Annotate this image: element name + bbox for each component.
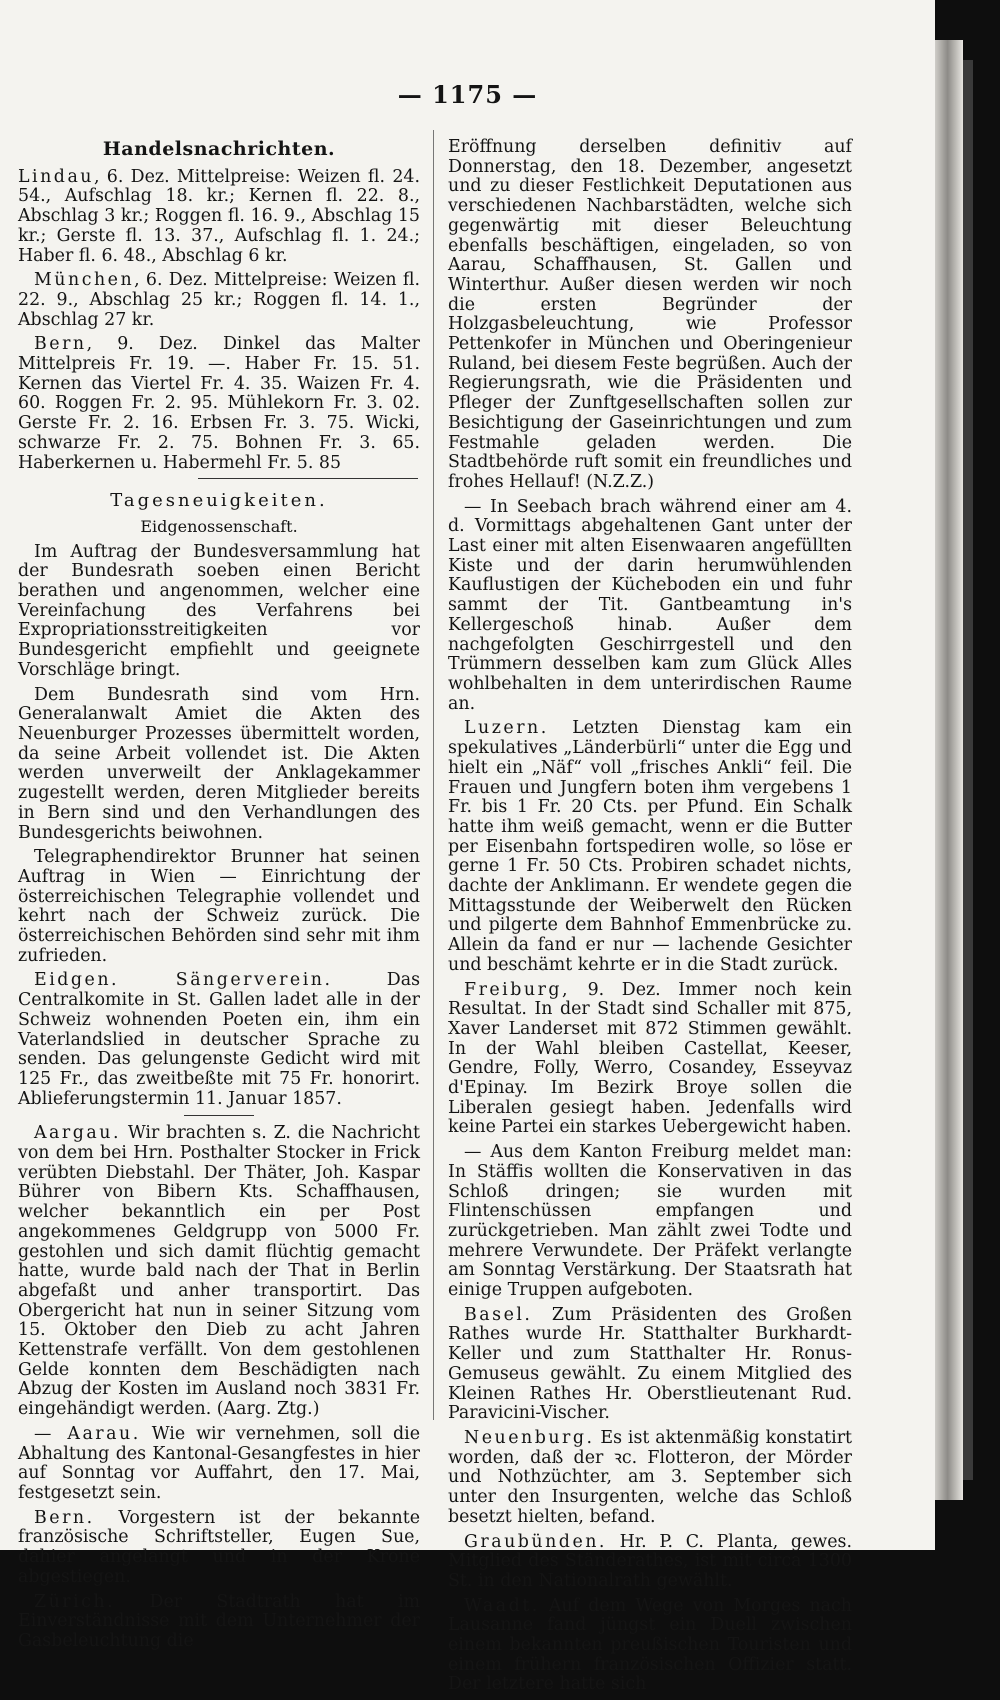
- article-paragraph: — In Seebach brach während einer am 4. d. Vormittags abgehaltenen Gant unter der Last einer mit alten Eisenwaaren angefüllten Kiste und der darin herumwühlenden Kauflustigen der Kücheboden ein und fuhr sammt der Tit. Gantbeamtung in's Kellergeschoß hinab. Außer dem nachgefolgten Geschirrgestell und den Trümmern desselben kam zum Glück Alles wohlbehalten in dem unterirdischen Raume an.: [448, 496, 852, 714]
- source-citation: (Aarg. Ztg.): [216, 1399, 320, 1420]
- article-paragraph: [18, 1593, 420, 1652]
- article-text: Das Centralkomite in St. Gallen ladet alle in der Schweiz wohnenden Poeten ein, ihm ein Vaterlandslied in deutscher Sprache zu senden. Das gelungenste Gedicht wird mit 125 Fr., das zweitbeßte mit 75 Fr. honorirt. Ablieferungstermin 11. Januar 1857.: [18, 970, 420, 1109]
- article-paragraph: [18, 971, 420, 1109]
- book-page-edge: [935, 40, 963, 1500]
- article-text: Zum Präsidenten des Großen Rathes wurde Hr. Statthalter Burkhardt-Keller und zum Statthalter Hr. Ronus-Gemuseus gewählt. Zu einem Mitglied des Kleinen Rathes Hr. Oberstlieutenant Rud. Paravicini-Vischer.: [448, 1304, 852, 1424]
- trade-text: , 6. Dez. Mittelpreise: Weizen fl. 24. 54., Aufschlag 18. kr.; Kernen fl. 22. 8., Abschlag 3 kr.; Roggen fl. 16. 9., Abschlag 15 kr.; Gerste fl. 13. 37., Aufschlag fl. 1. 24.; Haber fl. 6. 48., Abschlag 6 kr.: [18, 166, 420, 266]
- article-paragraph: Eröffnung derselben definitiv auf Donnerstag, den 18. Dezember, angesetzt und zu dieser Festlichkeit Deputationen aus verschiedenen Nachbarstädten, welche sich gegenwärtig mit dieser Beleuchtung ebenfalls beschäftigen, eingeladen, so von Aarau, Schaffhausen, St. Gallen und Winterthur. Außer diesen werden wir noch die ersten Begründer der Holzgasbeleuchtung, wie Professor Pettenkofer in München und Oberingenieur Ruland, bei diesem Feste begrüßen. Auch der Regierungsrath, wie die Präsidenten und Pfleger der Zunftgesellschaften sollen zur Besichtigung der Gaseinrichtungen und zum Festmahle geladen werden. Die Stadtbehörde ruft somit ein freundliches und frohes Hellauf! (N.Z.Z.): [448, 137, 852, 492]
- article-text: Wie wir vernehmen, soll die Abhaltung des Kantonal-Gesangfestes in hier auf Sonntag vor Auffahrt, den 17. Mai, festgesetzt sein.: [18, 1423, 420, 1503]
- page-number: — 1175 —: [397, 80, 538, 109]
- book-binding-shadow: [963, 60, 973, 1480]
- article-paragraph: Dem Bundesrath sind vom Hrn. Generalanwalt Amiet die Akten des Neuenburger Prozesses übermittelt worden, da seine Arbeit vollendet ist. Die Akten werden unverweilt der Anklagekammer zugestellt werden, deren Mitglieder bereits in Bern sind und den Verhandlungen des Bundesgerichts beiwohnen.: [18, 684, 420, 843]
- subheading-confederation: Eidgenossenschaft.: [140, 516, 298, 536]
- article-paragraph: — Aus dem Kanton Freiburg meldet man: In Stäffis wollten die Konservativen in das Schloß dringen; sie wurden mit Flintenschüssen empfangen und zurückgetrieben. Man zählt zwei Todte und mehrere Verwundete. Der Präfekt verlangte am Sonntag Verstärkung. Der Staatsrath hat einige Truppen aufgeboten.: [448, 1142, 852, 1301]
- place-name: Bern.: [34, 1507, 95, 1528]
- article-paragraph: [448, 981, 852, 1139]
- article-text: Letzten Dienstag kam ein spekulatives „Länderbürli“ unter die Egg und hielt ein „Näf“ voll „frisches Ankli“ feil. Die Frauen und Jungfern boten ihm vergebens 1 Fr. bis 1 Fr. 20 Cts. per Pfund. Ein Schalk hatte ihm weiß gemacht, wenn er die Butter per Eisenbahn fortspediren wolle, so löse er gerne 1 Fr. 50 Cts. Probiren schadet nichts, dachte der Anklimann. Er wendete gegen die Mittagsstunde der Weiberwelt den Rücken und pilgerte dem Bahnhof Emmenbrücke zu. Allein da fand er nur — lachende Gesichter und beschämt kehrte er in die Stadt zurück.: [448, 718, 852, 975]
- trade-text: , 6. Dez. Mittelpreise: Weizen fl. 22. 9., Abschlag 25 kr.; Roggen fl. 14. 1., Abschlag 27 kr.: [18, 270, 420, 330]
- place-name: Graubünden.: [464, 1531, 607, 1552]
- heading-daily-news: Tagesneuigkeiten.: [110, 490, 328, 512]
- place-name: Eidgen. Sängerverein.: [34, 970, 333, 991]
- article-text: Auf dem Wege von Morges nach Lausanne fand jüngst ein Duell zwischen einem bekannten preußischen Touristen und einem frühern französischen Offizier statt. Der letztere hatte sich: [448, 1595, 852, 1695]
- place-name: Aargau.: [34, 1123, 121, 1144]
- place-name: Basel.: [464, 1304, 533, 1325]
- left-column: [18, 138, 420, 1657]
- divider-rule: [184, 1115, 254, 1116]
- place-name: Neuenburg.: [464, 1428, 595, 1448]
- article-text: Hr. P. C. Planta, gewes. Mitglied des Ständerathes, ist mit circa 1300 St. in den Nationalrath gewählt.: [448, 1531, 852, 1591]
- article-paragraph: [448, 1429, 852, 1528]
- right-column: [448, 138, 852, 1700]
- heading-trade-news: Handelsnachrichten.: [102, 138, 336, 160]
- place-name: Zürich.: [34, 1591, 116, 1612]
- trade-entry-muenchen: [18, 271, 420, 330]
- article-text: Wir brachten s. Z. die Nachricht von dem bei Hrn. Posthalter Stocker in Frick verübten Diebstahl. Der Thäter, Joh. Kaspar Bührer von Bibern Kts. Schaffhausen, welcher bekanntlich ein per Post angekommenes Geldgrupp von 5000 Fr. gestohlen und sich damit flüchtig gemacht hatte, wurde bald nach der That in Berlin abgefaßt und anher transportirt. Das Obergericht hat nun in seiner Sitzung vom 15. Oktober den Dieb zu acht Jahren Kettenstrafe verfällt. Von dem gestohlenen Gelde konnten dem Beschädigten nach Abzug der Kosten im Ausland noch 3831 Fr. eingehändigt werden.: [18, 1123, 420, 1420]
- place-name: Freiburg,: [464, 979, 571, 1000]
- article-text: Vorgestern ist der bekannte französische Schriftsteller, Eugen Sue, dahier angelangt und in der Krone abgestiegen.: [18, 1507, 420, 1587]
- article-paragraph: [448, 719, 852, 975]
- article-paragraph: Telegraphendirektor Brunner hat seinen Auftrag in Wien — Einrichtung der österreichischen Telegraphie vollendet und kehrt nach der Schweiz zurück. Die österreichischen Behörden sind sehr mit ihm zufrieden.: [18, 847, 420, 966]
- article-text: Der Stadtrath hat im Einverständnisse mit dem Unternehmer der Gasbeleuchtung die: [18, 1591, 420, 1651]
- article-paragraph: [448, 1533, 852, 1592]
- trade-text: , 9. Dez. Dinkel das Malter Mittelpreis Fr. 19. —. Haber Fr. 15. 51. Kernen das Viertel Fr. 4. 35. Waizen Fr. 4. 60. Roggen Fr. 2. 95. Mühlekorn Fr. 3. 02. Gerste Fr. 2. 16. Erbsen Fr. 3. 75. Wicki, schwarze Fr. 2. 75. Bohnen Fr. 3. 65. Haberkernen u. Habermehl Fr. 5. 85: [18, 334, 420, 473]
- article-paragraph: Im Auftrag der Bundesversammlung hat der Bundesrath soeben einen Bericht berathen und angenommen, welcher eine Vereinfachung des Verfahrens bei Expropriationsstreitigkeiten vor Bundesgericht empfiehlt und geeignete Vorschläge bringt.: [18, 541, 420, 680]
- article-paragraph: [448, 1306, 852, 1424]
- column-divider: [433, 130, 434, 1420]
- place-name: — Aarau.: [34, 1423, 141, 1444]
- article-text: Es ist aktenmäßig konstatirt worden, daß der ꝛc. Flotteron, der Mörder und Nothzüchter, am 3. September sich unter den Insurgenten, welche das Schloß besetzt hielten, befand.: [448, 1428, 852, 1527]
- trade-entry-lindau: [18, 168, 420, 267]
- place-name: Bern: [34, 334, 87, 355]
- article-text: 9. Dez. Immer noch kein Resultat. In der Stadt sind Schaller mit 875, Xaver Landerset mit 872 Stimmen gewählt. In der Wahl bleiben Castellat, Keeser, Gendre, Folly, Werro, Cosandey, Esseyvaz d'Epinay. Im Bezirk Broye sollen die Liberalen gesiegt haben. Jedenfalls wird keine Partei ein starkes Uebergewicht haben.: [448, 979, 852, 1138]
- article-paragraph: [448, 1597, 852, 1696]
- place-name: Lindau: [18, 166, 95, 187]
- place-name: Luzern.: [464, 718, 549, 739]
- article-paragraph: [18, 1509, 420, 1588]
- place-name: München: [34, 270, 135, 291]
- trade-entry-bern: [18, 335, 420, 473]
- divider-rule: [198, 478, 418, 479]
- article-paragraph: [18, 1124, 420, 1420]
- article-paragraph: [18, 1425, 420, 1504]
- place-name: Waadt.: [464, 1595, 540, 1616]
